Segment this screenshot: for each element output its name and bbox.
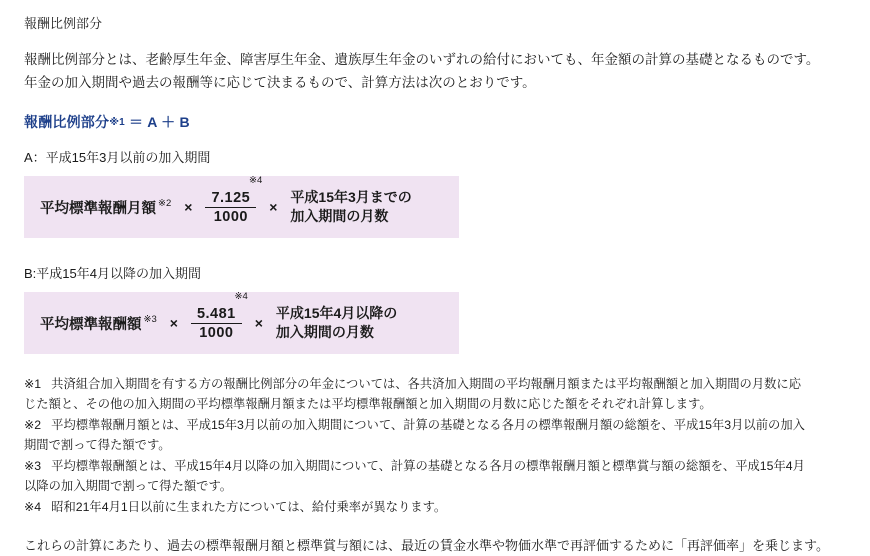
formula-b-denominator: 1000 <box>199 324 234 341</box>
formula-b-operator1: × <box>169 315 178 331</box>
page-title: 報酬比例部分 <box>24 16 103 31</box>
footnote-3 <box>24 456 846 496</box>
formula-a-numerator: 7.125 <box>205 190 256 208</box>
formula-a-term2-line1: 平成15年3月までの <box>290 189 412 205</box>
formula-b-term1-note: ※3 <box>143 313 157 325</box>
footnotes <box>24 374 846 517</box>
formula-a-fraction <box>205 174 263 225</box>
footnote-3-mark: ※3 <box>24 459 42 473</box>
formula-a-term2-line2: 加入期間の月数 <box>290 208 389 224</box>
formula-a-operator1: × <box>184 199 193 215</box>
formula-a-denominator: 1000 <box>213 208 248 225</box>
closing-paragraph: これらの計算にあたり、過去の標準報酬月額と標準賞与額には、最近の賃金水準や物価水準で再評価するために「再評価率」を乗じます。 <box>24 538 829 553</box>
case-a-label: A：平成15年3月以前の加入期間 <box>24 150 211 165</box>
formula-a-term1-text: 平均標準報酬月額 <box>40 200 156 217</box>
footnote-1 <box>24 374 846 414</box>
formula-title-note-mark: ※1 <box>109 117 125 128</box>
case-b-label: B:平成15年4月以降の加入期間 <box>24 266 201 281</box>
footnote-1-mark: ※1 <box>24 377 42 391</box>
formula-b-fraction <box>191 290 248 341</box>
formula-b-operator2: × <box>254 315 263 331</box>
formula-a-term1-note: ※2 <box>158 197 172 209</box>
footnote-2-line1: 平均標準報酬月額とは、平成15年3月以前の加入期間について、計算の基礎となる各月の標準報酬月額の総額を、平成15年3月以前の加入 <box>51 418 805 432</box>
formula-b-term1-text: 平均標準報酬額 <box>40 316 142 333</box>
footnote-3-line1: 平均標準報酬額とは、平成15年4月以降の加入期間について、計算の基礎となる各月の標準報酬月額と標準賞与額の総額を、平成15年4月 <box>51 459 805 473</box>
formula-title-equation: ＝ A ＋ B <box>128 114 190 130</box>
footnote-4-line1: 昭和21年4月1日以前に生まれた方については、給付乗率が異なります。 <box>51 500 447 514</box>
formula-b-term2 <box>276 304 397 342</box>
footnote-2-mark: ※2 <box>24 418 42 432</box>
formula-a-term2 <box>290 188 411 226</box>
formula-box-b <box>24 292 459 354</box>
formula-b-term2-line2: 加入期間の月数 <box>275 324 374 340</box>
intro-paragraph <box>24 48 846 94</box>
footnote-4 <box>24 497 846 517</box>
formula-a-operator2: × <box>269 199 278 215</box>
formula-a-term1 <box>40 197 171 218</box>
formula-b-term1 <box>40 313 157 334</box>
formula-box-a <box>24 176 459 238</box>
formula-b-term2-line1: 平成15年4月以降の <box>275 305 398 321</box>
footnote-3-line2: 以降の加入期間で割って得た額です。 <box>24 479 233 493</box>
intro-line-2: 年金の加入期間や過去の報酬等に応じて決まるもので、計算方法は次のとおりです。 <box>24 75 536 90</box>
formula-title-label: 報酬比例部分 <box>24 114 110 130</box>
footnote-1-line1: 共済組合加入期間を有する方の報酬比例部分の年金については、各共済加入期間の平均報酬月額または平均報酬額と加入期間の月数に応 <box>51 377 802 391</box>
intro-line-1: 報酬比例部分とは、老齢厚生年金、障害厚生年金、遺族厚生年金のいずれの給付においても、年金額の計算の基礎となるものです。 <box>24 52 820 67</box>
footnote-2 <box>24 415 846 455</box>
formula-a-fraction-note: ※4 <box>248 174 263 186</box>
formula-title <box>24 112 846 132</box>
footnote-4-mark: ※4 <box>24 500 42 514</box>
footnote-1-line2: じた額と、その他の加入期間の平均標準報酬月額または平均標準報酬額と加入期間の月数に応じた額をそれぞれ計算します。 <box>24 397 712 411</box>
formula-b-numerator: 5.481 <box>191 306 242 324</box>
formula-b-fraction-note: ※4 <box>234 290 248 302</box>
footnote-2-line2: 期間で割って得た額です。 <box>24 438 171 452</box>
